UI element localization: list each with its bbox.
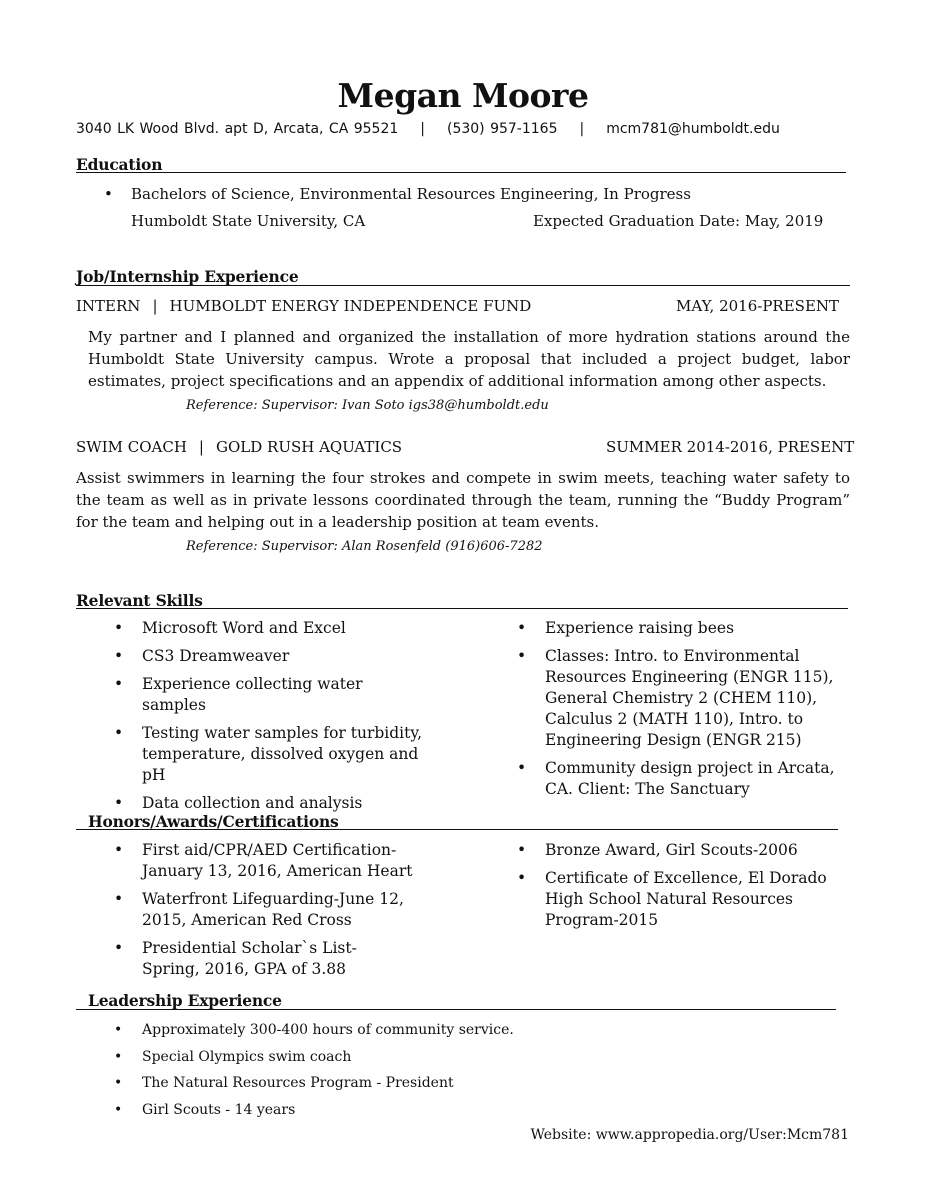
list-item: • Bronze Award, Girl Scouts-2006 [517, 840, 827, 861]
school: Humboldt State University, CA [131, 212, 366, 230]
job-org: GOLD RUSH AQUATICS [215, 438, 403, 456]
list-item: • Waterfront Lifeguarding-June 12, 2015, American Red Cross [114, 889, 414, 931]
job-org: HUMBOLDT ENERGY INDEPENDENCE FUND [169, 297, 532, 315]
job-description: My partner and I planned and organized the installation of more hydration stations around the Humboldt State University campus. Wrote a proposal that included a project budget, labor estimates, project specifications and an appendix of additional information among other aspects. [88, 328, 850, 390]
skills-left-list [114, 618, 429, 821]
list-item: • First aid/CPR/AED Certification-January 13, 2016, American Heart [114, 840, 414, 882]
section-title-skills: Relevant Skills [76, 591, 203, 610]
list-item: • Testing water samples for turbidity, temperature, dissolved oxygen and pH [114, 723, 429, 786]
list-item: • The Natural Resources Program - President [114, 1074, 714, 1092]
section-title-honors: Honors/Awards/Certifications [88, 812, 339, 831]
email: mcm781@humboldt.edu [606, 121, 780, 137]
list-item: • Microsoft Word and Excel [114, 618, 429, 639]
separator: | [579, 121, 585, 137]
section-rule [76, 285, 850, 286]
list-bullet: • [104, 185, 113, 203]
job-dates: SUMMER 2014-2016, PRESENT [606, 438, 855, 456]
list-item: • Experience collecting water samples [114, 674, 429, 716]
separator: | [198, 438, 204, 456]
section-rule [76, 172, 846, 173]
list-item: • Presidential Scholar`s List-Spring, 2016, GPA of 3.88 [114, 938, 414, 980]
honors-right-list [517, 840, 827, 938]
contact-line [76, 121, 780, 137]
website-link[interactable]: Website: www.appropedia.org/User:Mcm781 [530, 1127, 849, 1143]
job-description: Assist swimmers in learning the four strokes and compete in swim meets, teaching water safety to the team as well as in private lessons coordinated through the team, running the “Buddy Program” for the team and helping out in a leadership position at team events. [76, 469, 850, 531]
phone: (530) 957-1165 [446, 121, 558, 137]
address: 3040 LK Wood Blvd. apt D, Arcata, CA 95521 [76, 121, 399, 137]
job-reference: Reference: Supervisor: Ivan Soto igs38@humboldt.edu [186, 398, 549, 413]
list-item: • Data collection and analysis [114, 793, 429, 814]
list-item: • Experience raising bees [517, 618, 837, 639]
job-dates: MAY, 2016-PRESENT [676, 297, 840, 315]
list-item: • Certificate of Excellence, El Dorado High School Natural Resources Program-2015 [517, 868, 827, 931]
section-title-experience: Job/Internship Experience [76, 267, 299, 286]
job-reference: Reference: Supervisor: Alan Rosenfeld (916)606-7282 [186, 539, 543, 554]
job-role: SWIM COACH [76, 438, 187, 456]
separator: | [420, 121, 425, 137]
list-item: • Approximately 300-400 hours of community service. [114, 1021, 714, 1039]
section-rule [76, 1009, 836, 1010]
section-title-leadership: Leadership Experience [88, 991, 282, 1010]
job-role: INTERN [76, 297, 141, 315]
list-item: • Classes: Intro. to Environmental Resources Engineering (ENGR 115), General Chemistry 2 (CHEM 110), Calculus 2 (MATH 110), Intro. to Engineering Design (ENGR 215) [517, 646, 837, 751]
list-item: • CS3 Dreamweaver [114, 646, 429, 667]
degree: Bachelors of Science, Environmental Resources Engineering, In Progress [131, 185, 691, 203]
section-rule [76, 608, 848, 609]
separator: | [152, 297, 158, 315]
honors-left-list [114, 840, 414, 987]
job-header [76, 438, 402, 456]
section-rule [76, 829, 838, 830]
leadership-list [114, 1021, 714, 1127]
list-item: • Girl Scouts - 14 years [114, 1101, 714, 1119]
section-title-education: Education [76, 155, 163, 174]
graduation-date: Expected Graduation Date: May, 2019 [533, 212, 824, 230]
candidate-name: Megan Moore [337, 76, 589, 115]
job-header [76, 297, 531, 315]
skills-right-list [517, 618, 837, 807]
list-item: • Community design project in Arcata, CA. Client: The Sanctuary [517, 758, 837, 800]
list-item: • Special Olympics swim coach [114, 1048, 714, 1066]
